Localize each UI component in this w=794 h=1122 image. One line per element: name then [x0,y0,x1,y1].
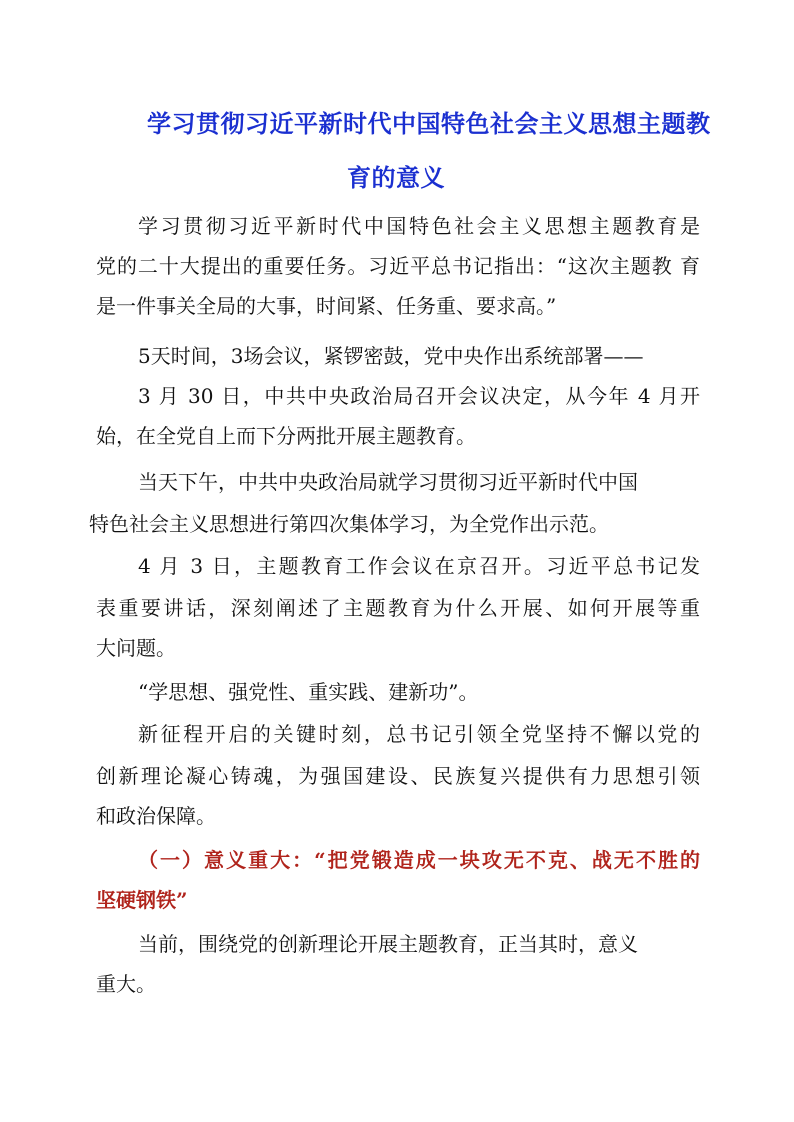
paragraph-1-line-1: 学习贯彻习近平新时代中国特色社会主义思想主题教育是 [138,214,700,238]
paragraph-1-line-2: 党的二十大提出的重要任务。习近平总书记指出：“这次主题教 育 [96,254,700,278]
paragraph-8-line-2: 重大。 [96,972,156,996]
document-title-line-2: 育的意义 [347,164,445,192]
paragraph-3-line-2: 始，在全党自上而下分两批开展主题教育。 [96,424,476,448]
section-heading-line-1: （一）意义重大：“把党锻造成一块攻无不克、战无不胜的 [138,848,700,872]
paragraph-3-line-1: 3 月 30 日，中共中央政治局召开会议决定，从今年 4 月开 [138,384,700,408]
paragraph-7-line-1: 新征程开启的关键时刻，总书记引领全党坚持不懈以党的 [138,722,700,746]
paragraph-8-line-1: 当前，围绕党的创新理论开展主题教育，正当其时，意义 [138,932,638,956]
paragraph-2-line-1: 5天时间，3场会议，紧锣密鼓，党中央作出系统部署—— [138,344,644,368]
paragraph-4-line-2: 特色社会主义思想进行第四次集体学习，为全党作出示范。 [89,512,609,536]
section-heading-line-2: 坚硬钢铁” [96,888,188,912]
paragraph-5-line-1: 4 月 3 日，主题教育工作会议在京召开。习近平总书记发 [138,554,700,578]
document-title-line-1: 学习贯彻习近平新时代中国特色社会主义思想主题教 [147,110,711,138]
paragraph-7-line-2: 创新理论凝心铸魂，为强国建设、民族复兴提供有力思想引领 [96,764,700,788]
paragraph-6-line-1: “学思想、强党性、重实践、建新功”。 [138,680,479,704]
paragraph-7-line-3: 和政治保障。 [96,804,216,828]
paragraph-5-line-3: 大问题。 [96,636,176,660]
paragraph-1-line-3: 是一件事关全局的大事，时间紧、任务重、要求高。” [96,294,557,318]
paragraph-4-line-1: 当天下午，中共中央政治局就学习贯彻习近平新时代中国 [138,470,638,494]
paragraph-5-line-2: 表重要讲话，深刻阐述了主题教育为什么开展、如何开展等重 [96,596,700,620]
